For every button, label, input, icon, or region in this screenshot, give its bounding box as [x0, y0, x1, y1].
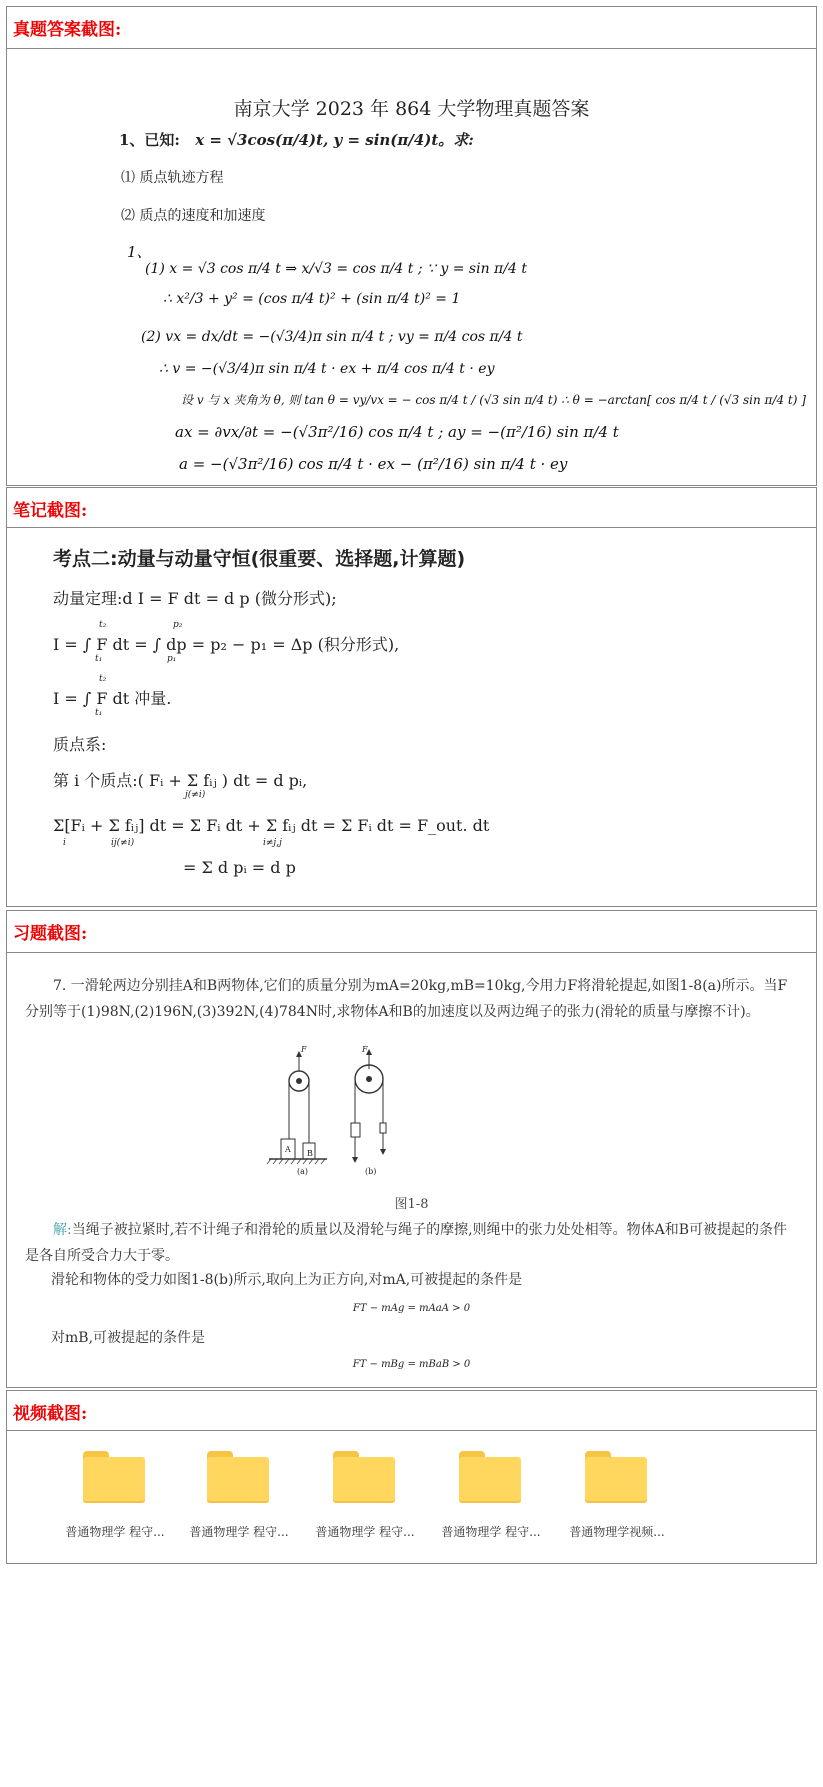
handwritten-line: (1) x = √3 cos π/4 t ⇒ x/√3 = cos π/4 t ; ∵ y = sin π/4 t — [145, 261, 527, 277]
video-section-header — [6, 1390, 817, 1430]
solution-text: 当绳子被拉紧时,若不计绳子和滑轮的质量以及滑轮与绳子的摩擦,则绳中的张力处处相等。物体A和B可被提起的条件是各自所受合力大于零。 — [25, 1222, 788, 1264]
exercise-section-header — [6, 910, 817, 952]
handwritten-line: ax = ∂vx/∂t = −(√3π²/16) cos π/4 t ; ay = −(π²/16) sin π/4 t — [175, 423, 619, 441]
sum-subscript: i≠j,j — [263, 838, 282, 848]
handwritten-line: 设 v 与 x 夹角为 θ, 则 tan θ = vy/vx = − cos π/4 t / (√3 sin π/4 t) ∴ θ = −arctan[ cos π/4 t / (√3 sin π/4 t) ] — [181, 393, 806, 407]
folder-icon[interactable] — [333, 1451, 395, 1503]
handwritten-line: 1、 — [127, 243, 152, 261]
notes-line-impulse: I = ∫ F dt 冲量. — [53, 689, 172, 708]
integral-lower-limit: p₁ — [167, 654, 177, 664]
exercise-problem: 7. 一滑轮两边分别挂A和B两物体,它们的质量分别为mA=20kg,mB=10kg,今用力F将滑轮提起,如图1-8(a)所示。当F分别等于(1)98N,(2)196N,(3)392N,(4)784N时,求物体A和B的加速度以及两边绳子的张力(滑轮的质量与摩擦不计)。 — [25, 978, 788, 1020]
integral-lower-limit: t₁ — [95, 654, 103, 664]
integral-lower-limit: t₁ — [95, 708, 103, 718]
notes-heading: 考点二:动量与动量守恒(很重要、选择题,计算题) — [53, 548, 466, 570]
answer-heading: 南京大学 2023 年 864 大学物理真题答案 — [233, 98, 590, 120]
notes-line-ith-particle: 第 i 个质点:( Fᵢ + Σ fᵢⱼ ) dt = d pᵢ, — [53, 771, 308, 790]
solution-line-3: 对mB,可被提起的条件是 — [51, 1330, 206, 1346]
video-section-body — [6, 1430, 817, 1564]
notes-line-system: 质点系: — [53, 735, 107, 754]
folder-label[interactable]: 普通物理学 程守... — [189, 1525, 289, 1539]
notes-section-header — [6, 487, 817, 527]
video-section-title: 视频截图: — [13, 1404, 88, 1424]
exercise-section-title: 习题截图: — [13, 924, 88, 944]
figure-label-b: B — [307, 1149, 313, 1158]
integral-upper-limit: p₂ — [173, 620, 183, 630]
notes-line-sum: Σ[Fᵢ + Σ fᵢⱼ] dt = Σ Fᵢ dt + Σ fᵢⱼ dt = Σ Fᵢ dt = F_out. dt — [53, 816, 490, 835]
question-1-part-2: ⑵ 质点的速度和加速度 — [121, 208, 266, 224]
sum-subscript: j(≠i) — [185, 790, 206, 800]
pulley-figure — [265, 1049, 415, 1189]
figure-label-a: A — [285, 1145, 291, 1154]
figure-label-force: F — [301, 1045, 307, 1054]
question-1-part-1: ⑴ 质点轨迹方程 — [121, 170, 224, 186]
solution-line-2: 滑轮和物体的受力如图1-8(b)所示,取向上为正方向,对mA,可被提起的条件是 — [51, 1272, 523, 1288]
question-1-prefix: 1、已知: — [119, 131, 180, 149]
sum-subscript: i — [63, 838, 66, 848]
equation-a: FT − mAg = mAaA > 0 — [352, 1303, 471, 1314]
exercise-section-body — [6, 952, 817, 1388]
answer-section-title: 真题答案截图: — [13, 20, 122, 40]
figure-sub-a: (a) — [297, 1167, 309, 1176]
handwritten-line: (2) vx = dx/dt = −(√3/4)π sin π/4 t ; vy = π/4 cos π/4 t — [141, 329, 523, 345]
folder-icon[interactable] — [207, 1451, 269, 1503]
answer-section-body — [6, 48, 817, 486]
figure-label-force: F — [362, 1045, 368, 1054]
figure-caption: 图1-8 — [394, 1197, 429, 1212]
folder-icon[interactable] — [585, 1451, 647, 1503]
folder-label[interactable]: 普通物理学 程守... — [441, 1525, 541, 1539]
solution-label: 解: — [53, 1222, 72, 1238]
notes-section-title: 笔记截图: — [13, 501, 88, 521]
folder-label[interactable]: 普通物理学视频... — [569, 1525, 665, 1539]
answer-section-header — [6, 6, 817, 48]
question-1-formula: x = √3cos(π/4)t, y = sin(π/4)t。求: — [195, 131, 474, 149]
folder-label[interactable]: 普通物理学 程守... — [315, 1525, 415, 1539]
handwritten-line: ∴ x²/3 + y² = (cos π/4 t)² + (sin π/4 t)² = 1 — [163, 291, 461, 307]
folder-icon[interactable] — [83, 1451, 145, 1503]
handwritten-line: ∴ v = −(√3/4)π sin π/4 t · ex + π/4 cos π/4 t · ey — [159, 361, 495, 377]
notes-section-body — [6, 527, 817, 907]
notes-line-momentum-theorem: 动量定理:d I = F dt = d p (微分形式); — [53, 589, 337, 608]
question-1 — [119, 129, 474, 150]
solution-paragraph — [25, 1217, 795, 1269]
notes-line-integral-form: I = ∫ F dt = ∫ dp = p₂ − p₁ = Δp (积分形式), — [53, 635, 400, 654]
notes-line-sum-result: = Σ d pᵢ = d p — [183, 858, 296, 877]
figure-sub-b: (b) — [365, 1167, 377, 1176]
sum-subscript: ij(≠i) — [111, 838, 135, 848]
folder-icon[interactable] — [459, 1451, 521, 1503]
equation-b: FT − mBg = mBaB > 0 — [352, 1359, 471, 1370]
integral-upper-limit: t₂ — [99, 620, 107, 630]
handwritten-line: a = −(√3π²/16) cos π/4 t · ex − (π²/16) sin π/4 t · ey — [179, 455, 568, 473]
integral-upper-limit: t₂ — [99, 674, 107, 684]
folder-label[interactable]: 普通物理学 程守... — [65, 1525, 165, 1539]
